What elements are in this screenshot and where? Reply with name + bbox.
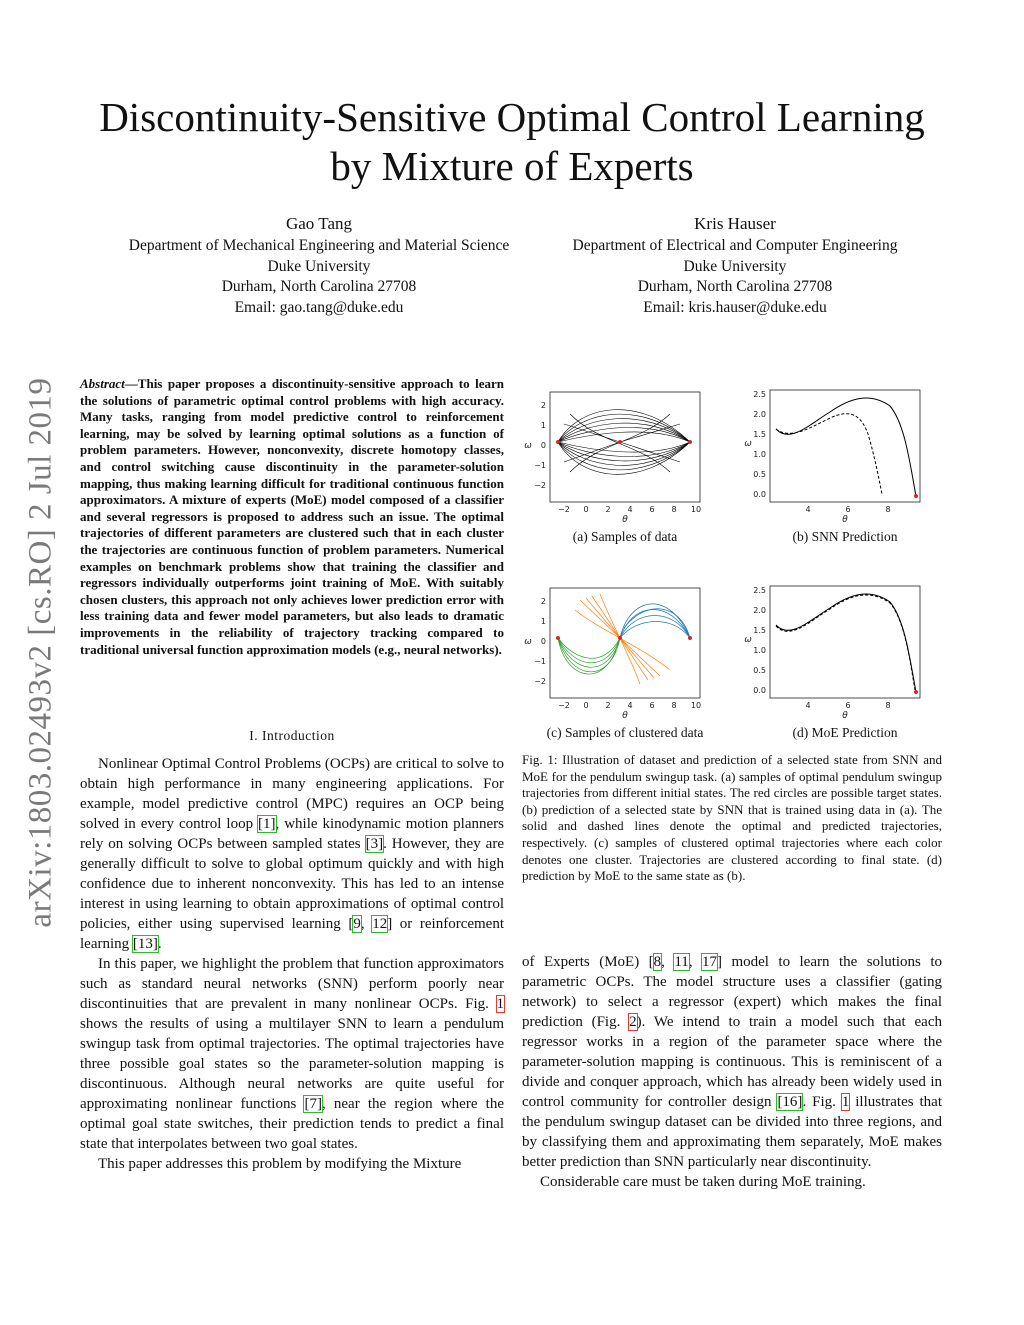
author-addr: Durham, North Carolina 27708 xyxy=(221,278,417,295)
target-marker xyxy=(618,440,622,444)
svg-text:6: 6 xyxy=(649,505,655,514)
subcaption-d: (d) MoE Prediction xyxy=(792,725,898,740)
x-axis-label: θ xyxy=(622,515,628,524)
svg-text:−1: −1 xyxy=(534,657,546,666)
author-block-2 xyxy=(540,212,930,318)
panel-d-plot xyxy=(740,580,930,720)
x-ticks xyxy=(805,505,890,514)
figure-link[interactable]: 1 xyxy=(496,996,504,1012)
figure-link[interactable]: 2 xyxy=(629,1014,637,1030)
arxiv-identifier: arXiv:1803.02493v2 [cs.RO] 2 Jul 2019 xyxy=(22,376,59,928)
svg-text:2.0: 2.0 xyxy=(753,606,766,615)
citation-link[interactable]: [13] xyxy=(132,936,158,952)
subcaption-b: (b) SNN Prediction xyxy=(792,529,898,544)
svg-text:2: 2 xyxy=(605,505,611,514)
abstract: Abstract—This paper proposes a discontinuity-sensitive approach to learn the solutions of parametric optimal control problems with high accuracy. Many tasks, ranging from model predictive control to reinforcement learning, may be solved by learning optimal solutions as a function of problem parameters. However, nonconvexity, discrete homotopy classes, and control switching cause discontinuity in the parameter-solution mapping, thus making learning difficult for traditional continuous function approximators. A mixture of experts (MoE) model composed of a classifier and several regressors is proposed to address such an issue. The optimal trajectories of different parameters are clustered such that in each cluster the trajectories are continuous function of problem parameters. Numerical examples on benchmark problems show that training the classifier and regressors individually outperforms joint training of MoE. With suitably chosen clusters, this approach not only achieves lower prediction error with less training data and fewer model parameters, but also leads to dramatic improvements in the reliability of trajectory tracking compared to traditional universal function approximation models (e.g., neural networks). xyxy=(80,376,504,657)
svg-text:6: 6 xyxy=(649,701,655,710)
y-ticks xyxy=(534,401,546,490)
citation-link[interactable]: [1] xyxy=(258,816,276,832)
svg-text:0: 0 xyxy=(540,441,546,450)
caption-text: Illustration of dataset and prediction of a selected state from SNN and MoE for the pendulum swingup task. (a) samples of optimal pendulum swingup trajectories from different initial states. The red circles are possible target states. (b) prediction of a selected state by SNN that is trained using data in (a). The solid and dashed lines denote the optimal and predicted trajectories, respectively. (c) samples of clustered optimal trajectories where each color denotes one cluster. Trajectories are clustered according to final state. (d) prediction by MoE to the same state as (b). xyxy=(522,752,942,884)
citation-link[interactable]: 17 xyxy=(702,954,718,970)
left-column xyxy=(80,754,504,1174)
svg-text:1.5: 1.5 xyxy=(753,430,766,439)
x-axis-label: θ xyxy=(622,711,628,720)
x-ticks xyxy=(805,701,890,710)
title-line-2: by Mixture of Experts xyxy=(330,143,694,189)
svg-text:−2: −2 xyxy=(534,481,546,490)
svg-text:0.5: 0.5 xyxy=(753,470,766,479)
svg-text:−2: −2 xyxy=(534,677,546,686)
target-marker xyxy=(688,440,692,444)
svg-text:4: 4 xyxy=(627,505,633,514)
x-axis-label: θ xyxy=(842,515,848,524)
figure-link[interactable]: 1 xyxy=(841,1094,850,1110)
citation-link[interactable]: 9 xyxy=(353,916,361,932)
svg-text:8: 8 xyxy=(885,701,891,710)
svg-text:8: 8 xyxy=(671,701,677,710)
svg-text:1: 1 xyxy=(540,421,546,430)
title-line-1: Discontinuity-Sensitive Optimal Control Learning xyxy=(99,94,925,140)
plot-frame xyxy=(770,586,920,698)
svg-text:1.0: 1.0 xyxy=(753,450,766,459)
author-univ: Duke University xyxy=(683,257,787,275)
svg-text:1.0: 1.0 xyxy=(753,646,766,655)
svg-text:8: 8 xyxy=(885,505,891,514)
paragraph: of Experts (MoE) [8, 11, 17] model to learn the solutions to parametric OCPs. The model structure uses a classifier (gating network) to select a regressor (expert) which makes the final prediction (Fig. 2). We intend to train a model such that each regressor works in a region of the parameter space where the parameter-solution mapping is continuous. This is reminiscent of a divide and conquer approach, which has already been widely used in control community for controller design [16]. Fig. 1 illustrates that the pendulum swingup dataset can be divided into three regions, and by classifying them and approximating them separately, MoE makes better prediction than SNN particularly near discontinuity. xyxy=(522,954,943,1170)
figure-panel-b xyxy=(740,384,930,524)
svg-text:4: 4 xyxy=(805,505,811,514)
svg-text:10: 10 xyxy=(690,701,702,710)
author-dept: Department of Mechanical Engineering and Material Science xyxy=(128,237,510,254)
svg-text:6: 6 xyxy=(845,701,851,710)
y-ticks xyxy=(753,390,766,499)
author-univ: Duke University xyxy=(267,257,371,275)
citation-link[interactable]: [3] xyxy=(365,836,384,852)
target-marker xyxy=(618,636,622,640)
svg-text:2.5: 2.5 xyxy=(753,586,766,595)
paragraph: In this paper, we highlight the problem that function approximators such as standard neural networks (SNN) perform poorly near discontinuities that are prevalent in many nonlinear OCPs. Fig. 1 shows the results of using a multilayer SNN to learn a pendulum swingup task from optimal trajectories. The optimal trajectories have three possible goal states so the parameter-solution mapping is discontinuous. Although neural networks are quite useful for approximating nonlinear functions [7], near the region where the optimal goal state switches, their prediction tends to predict a final state that interpolates between two goal states. xyxy=(80,956,504,1152)
svg-text:6: 6 xyxy=(845,505,851,514)
panel-c-plot xyxy=(520,580,710,720)
x-ticks xyxy=(558,701,701,710)
author-block-1 xyxy=(100,212,538,318)
svg-text:−2: −2 xyxy=(558,701,570,710)
svg-text:4: 4 xyxy=(627,701,633,710)
paragraph: This paper addresses this problem by modifying the Mixture xyxy=(98,1156,462,1172)
author-name: Kris Hauser xyxy=(694,214,776,233)
x-ticks xyxy=(558,505,701,514)
subcaption-a: (a) Samples of data xyxy=(572,529,678,544)
citation-link[interactable]: 8 xyxy=(653,954,662,970)
svg-text:0.0: 0.0 xyxy=(753,686,766,695)
target-marker xyxy=(914,690,918,694)
target-marker xyxy=(556,440,560,444)
svg-text:−1: −1 xyxy=(534,461,546,470)
right-column xyxy=(522,952,942,1192)
panel-a-plot xyxy=(520,384,710,524)
y-ticks xyxy=(534,597,546,686)
abstract-text: This paper proposes a discontinuity-sensitive approach to learn the solutions of parametric optimal control problems with high accuracy. Many tasks, ranging from model predictive control to reinforcement learning, may be solved by learning optimal solutions as a function of problem parameters. However, nonconvexity, discrete homotopy classes, and control switching cause discontinuity in the parameter-solution mapping, thus making learning difficult for traditional continuous function approximators. A mixture of experts (MoE) model composed of a classifier and several regressors is proposed to address such an issue. The optimal trajectories of different parameters are clustered such that in each cluster the trajectories are continuous function of problem parameters. Numerical examples on benchmark problems show that training the classifier and regressors individually outperforms joint training of MoE. With suitably chosen clusters, this approach not only achieves lower prediction error with less training data and fewer model parameters, but also leads to dramatic improvements in the reliability of trajectory tracking compared to traditional universal function approximation models (e.g., neural networks). xyxy=(80,376,504,657)
svg-text:2: 2 xyxy=(540,401,546,410)
svg-text:8: 8 xyxy=(671,505,677,514)
figure-panel-a xyxy=(520,384,710,524)
svg-text:0: 0 xyxy=(583,505,589,514)
figure-caption xyxy=(522,752,942,885)
y-axis-label: ω xyxy=(744,439,752,449)
y-ticks xyxy=(753,586,766,695)
y-axis-label: ω xyxy=(524,637,532,647)
svg-text:1: 1 xyxy=(540,617,546,626)
author-email[interactable]: Email: kris.hauser@duke.edu xyxy=(643,298,827,316)
plot-frame xyxy=(550,392,700,502)
svg-text:1.5: 1.5 xyxy=(753,626,766,635)
svg-text:10: 10 xyxy=(690,505,702,514)
citation-link[interactable]: [7] xyxy=(304,1096,322,1112)
target-marker xyxy=(688,636,692,640)
figure-panel-d xyxy=(740,580,930,720)
y-axis-label: ω xyxy=(524,441,532,451)
author-addr: Durham, North Carolina 27708 xyxy=(637,278,833,295)
svg-text:0.5: 0.5 xyxy=(753,666,766,675)
target-marker xyxy=(556,636,560,640)
svg-text:2: 2 xyxy=(605,701,611,710)
author-dept: Department of Electrical and Computer Engineering xyxy=(572,237,898,254)
svg-text:2: 2 xyxy=(540,597,546,606)
svg-text:2.0: 2.0 xyxy=(753,410,766,419)
svg-text:2.5: 2.5 xyxy=(753,390,766,399)
svg-text:4: 4 xyxy=(805,701,811,710)
svg-text:0: 0 xyxy=(583,701,589,710)
caption-label: Fig. 1: xyxy=(522,752,558,767)
subcaption-c: (c) Samples of clustered data xyxy=(546,725,704,740)
paragraph: Nonlinear Optimal Control Problems (OCPs) are critical to solve to obtain high performance in many engineering applications. For example, model predictive control (MPC) requires an OCP being solved in every control loop [1], while kinodynamic motion planners rely on solving OCPs between sampled states [3]. However, they are generally difficult to solve to global optimum quickly and with high confidence due to inherent nonconvexity. This has led to an intense interest in using learning to obtain approximations of optimal control policies, either using supervised learning [9, 12] or reinforcement learning [13]. xyxy=(80,756,505,952)
citation-link[interactable]: 11 xyxy=(674,954,689,970)
svg-text:0.0: 0.0 xyxy=(753,490,766,499)
svg-text:0: 0 xyxy=(540,637,546,646)
abstract-label: Abstract xyxy=(80,376,125,391)
svg-text:−2: −2 xyxy=(558,505,570,514)
paper-title xyxy=(80,93,944,191)
y-axis-label: ω xyxy=(744,635,752,645)
author-email[interactable]: Email: gao.tang@duke.edu xyxy=(234,298,404,316)
author-name: Gao Tang xyxy=(285,214,352,233)
section-heading: I. Introduction xyxy=(249,728,335,743)
x-axis-label: θ xyxy=(842,711,848,720)
target-marker xyxy=(914,494,918,498)
citation-link[interactable]: 12 xyxy=(372,916,388,932)
panel-b-plot xyxy=(740,384,930,524)
paragraph: Considerable care must be taken during MoE training. xyxy=(540,1174,866,1190)
citation-link[interactable]: [16] xyxy=(777,1094,803,1110)
figure-panel-c xyxy=(520,580,710,720)
plot-frame xyxy=(770,390,920,502)
